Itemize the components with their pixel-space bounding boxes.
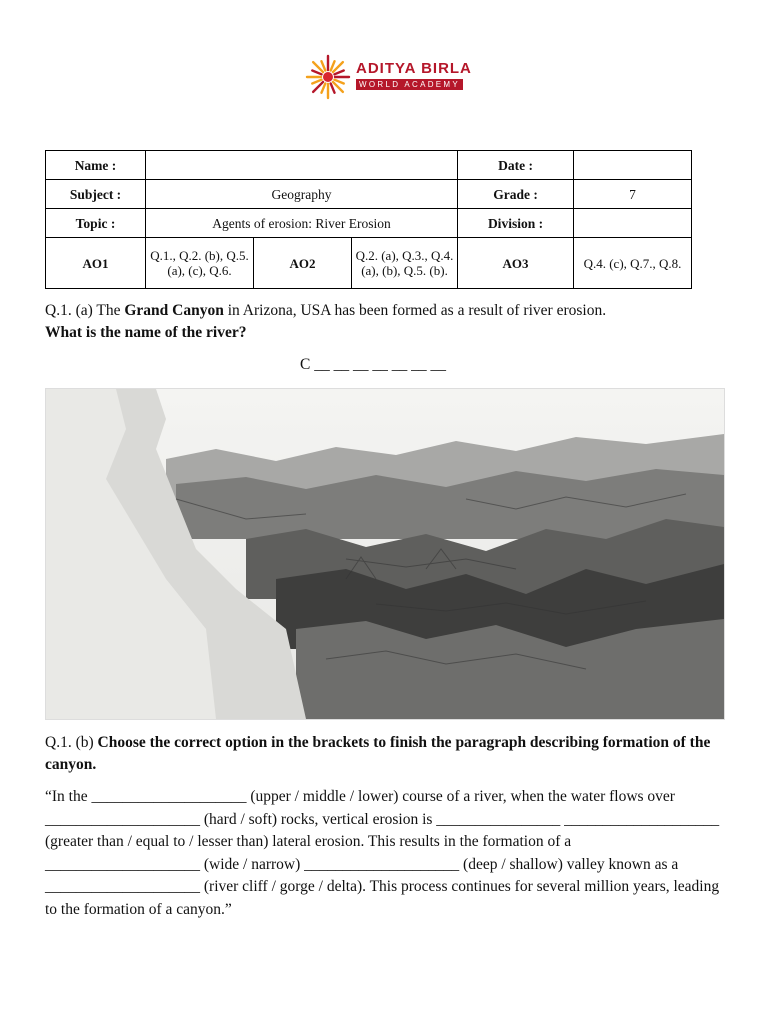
ao3-label: AO3	[458, 238, 574, 289]
subject-value: Geography	[146, 180, 458, 209]
division-field[interactable]	[574, 209, 692, 238]
q1a-text: in Arizona, USA has been formed as a result of river erosion.	[223, 302, 607, 319]
question-1b	[45, 732, 725, 776]
name-field[interactable]	[146, 151, 458, 180]
grand-canyon-sketch	[45, 388, 725, 720]
fill-in-paragraph[interactable]: “In the ____________________ (upper / middle / lower) course of a river, when the water flows over ____________________ (hard / soft) rocks, vertical erosion is ________________ ____________________ (greater than / equal to / lesser than) lateral erosion. This results in the formation of a ____________________ (wide / narrow) ____________________ (deep / shallow) valley known as a ____________________ (river cliff / gorge / delta). This process continues for several million years, leading to the formation of a canyon.”	[45, 788, 720, 918]
sun-ray	[321, 61, 325, 70]
question-1a	[45, 300, 725, 344]
division-label: Division :	[458, 209, 574, 238]
q1a-grand-canyon: Grand Canyon	[124, 302, 224, 319]
subject-label: Subject :	[46, 180, 146, 209]
grade-value: 7	[574, 180, 692, 209]
logo-brand-text: ADITYA BIRLA	[356, 60, 472, 77]
ao1-label: AO1	[46, 238, 146, 289]
q1a-answer-blank[interactable]: C __ __ __ __ __ __ __	[300, 356, 446, 373]
sun-ray	[321, 83, 325, 92]
q1a-prefix: Q.1. (a) The	[45, 302, 125, 319]
ao2-label: AO2	[254, 238, 352, 289]
sun-ray	[312, 70, 321, 74]
sun-logo-icon	[304, 52, 354, 102]
sun-ray	[331, 61, 335, 70]
ao3-value: Q.4. (c), Q.7., Q.8.	[574, 238, 692, 289]
ao2-value: Q.2. (a), Q.3., Q.4. (a), (b), Q.5. (b).	[352, 238, 458, 289]
sun-ray	[334, 70, 343, 74]
name-label: Name :	[46, 151, 146, 180]
sun-ray	[331, 83, 335, 92]
q1b-prefix: Q.1. (b)	[45, 734, 98, 751]
ao1-value: Q.1., Q.2. (b), Q.5. (a), (c), Q.6.	[146, 238, 254, 289]
canyon-sketch-image	[46, 389, 724, 719]
topic-value: Agents of erosion: River Erosion	[146, 209, 458, 238]
date-field[interactable]	[574, 151, 692, 180]
sun-ray	[312, 80, 321, 84]
student-info-table	[45, 150, 692, 289]
grade-label: Grade :	[458, 180, 574, 209]
school-logo	[304, 52, 474, 102]
q1b-instruction: Choose the correct option in the brackets to finish the paragraph describing formation of the canyon.	[45, 734, 711, 773]
date-label: Date :	[458, 151, 574, 180]
q1a-question: What is the name of the river?	[45, 324, 247, 341]
logo-subtitle: WORLD ACADEMY	[356, 79, 463, 90]
sun-ray	[334, 80, 343, 84]
topic-label: Topic :	[46, 209, 146, 238]
